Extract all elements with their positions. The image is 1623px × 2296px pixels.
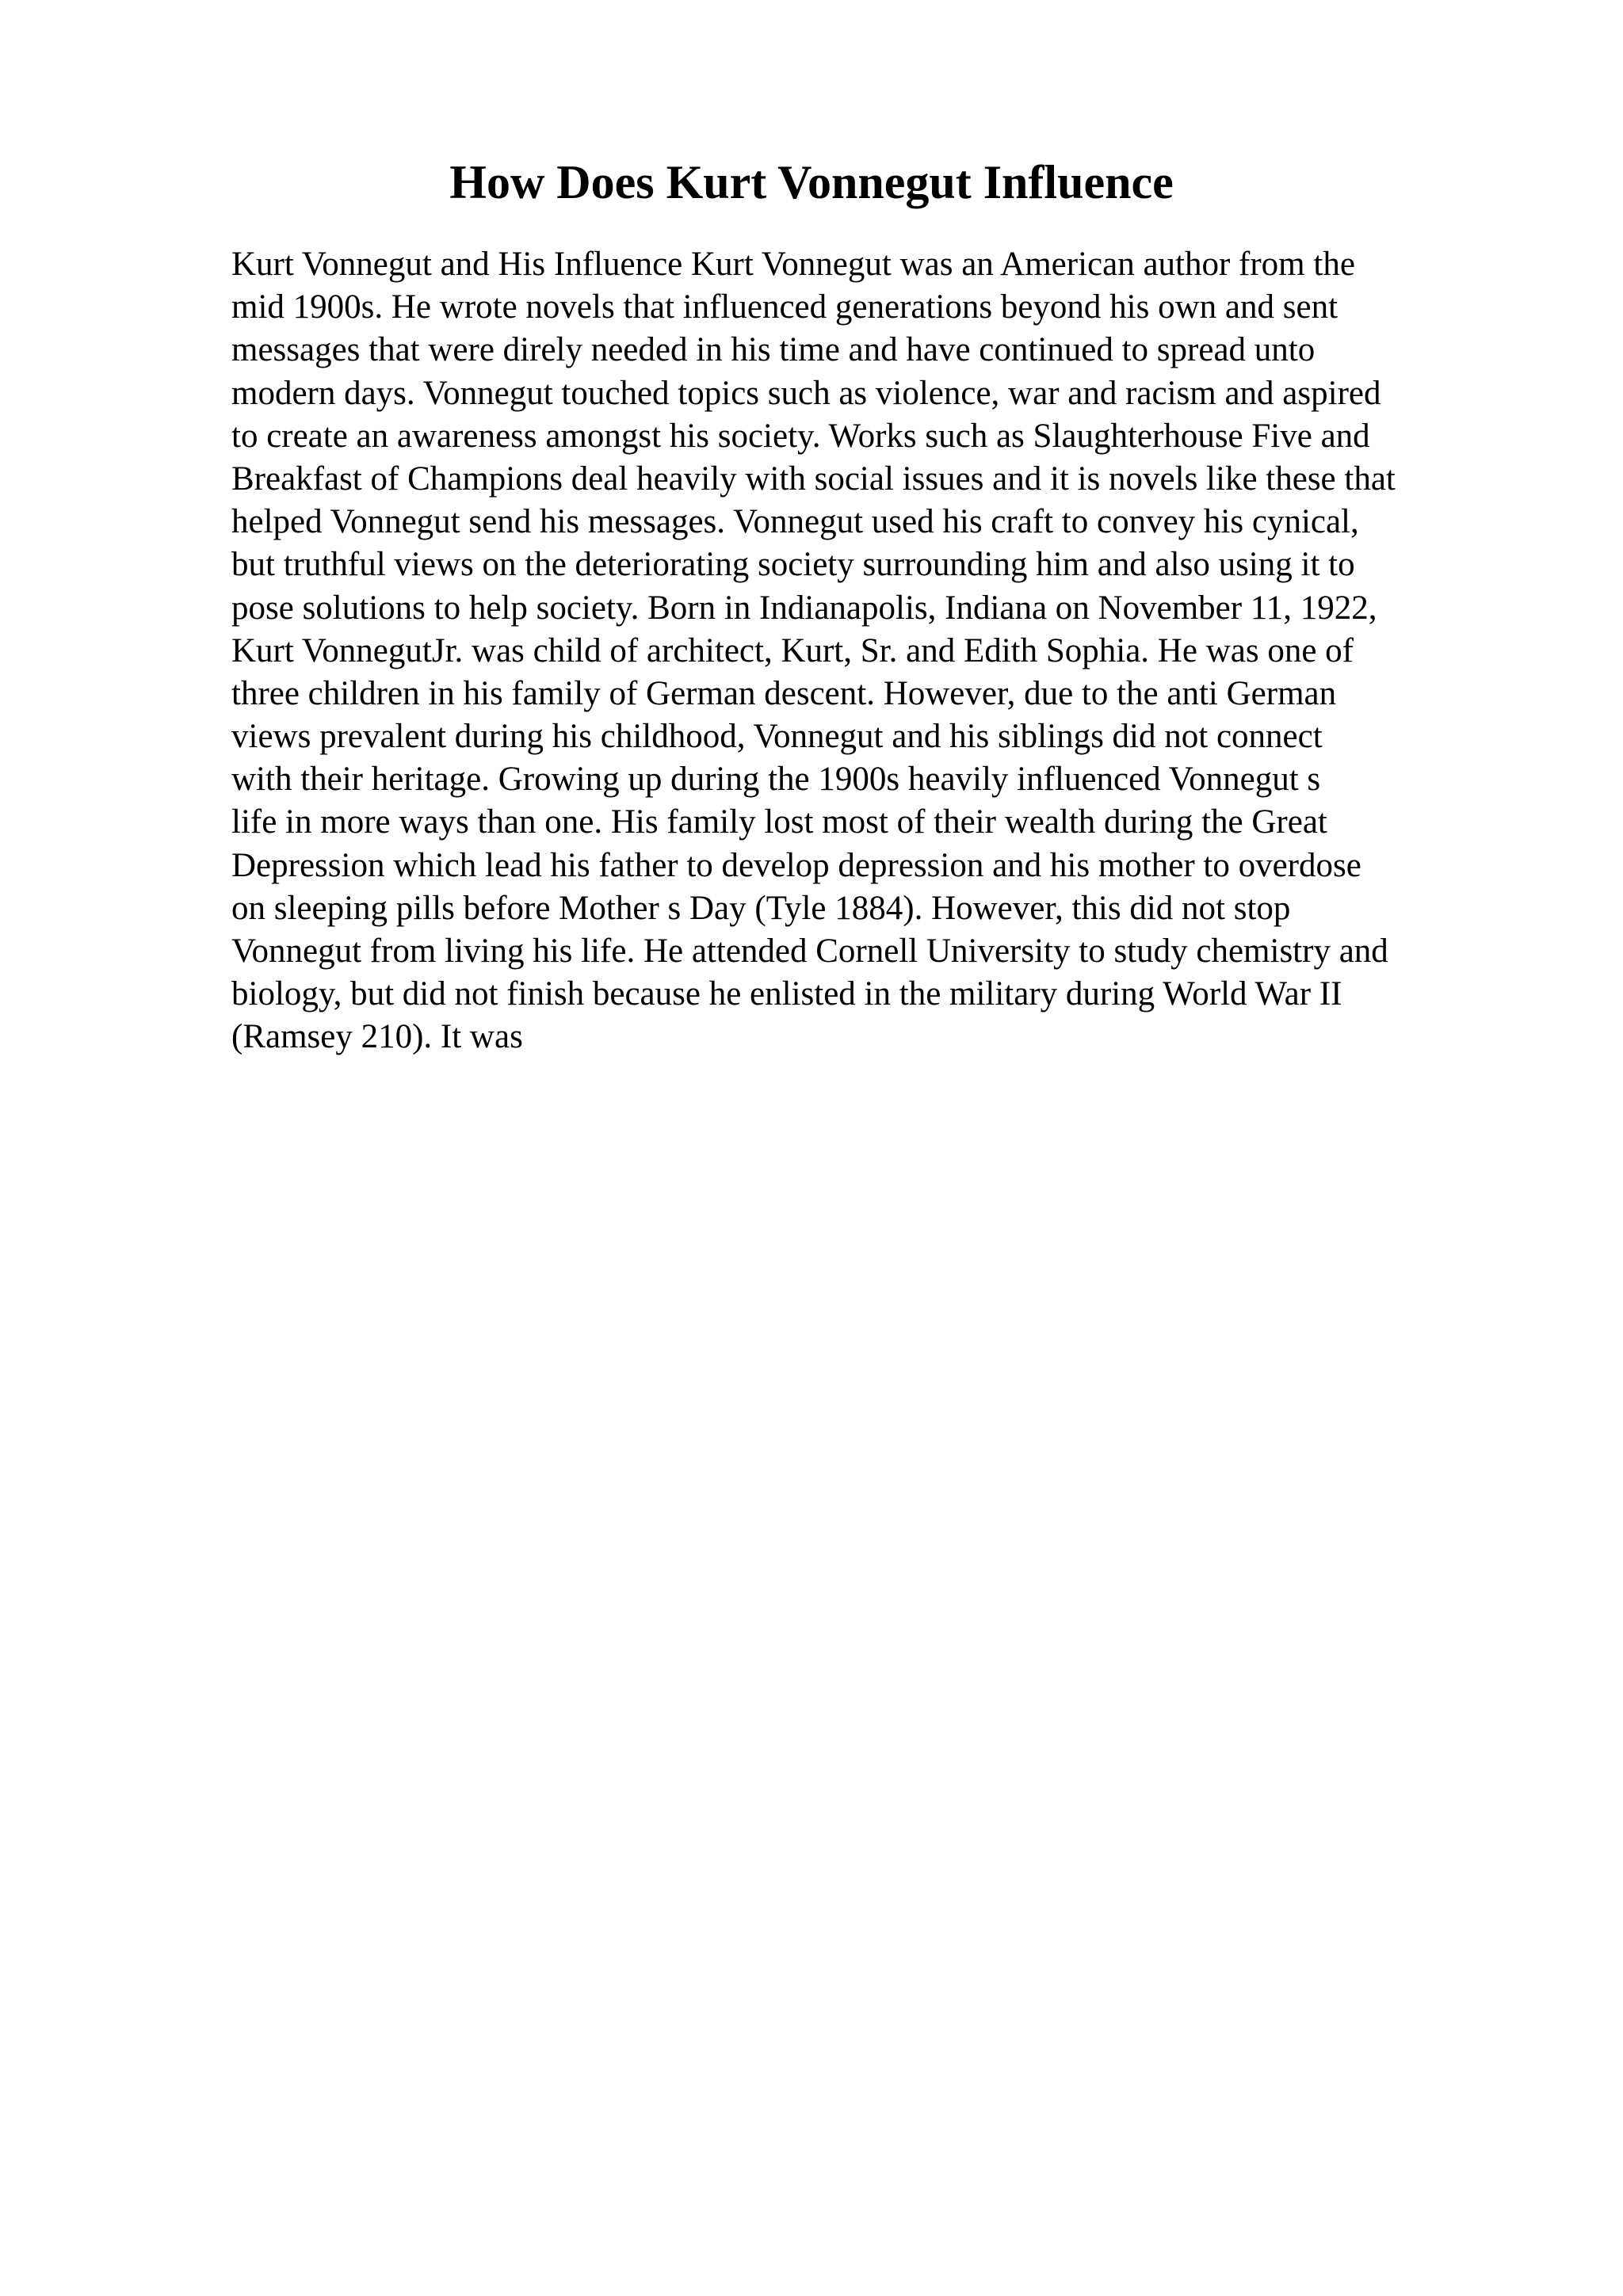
body-paragraph	[231, 243, 1594, 1059]
body-line: mid 1900s. He wrote novels that influenced generations beyond his own and sent	[231, 288, 1338, 326]
body-line: three children in his family of German descent. However, due to the anti German	[231, 674, 1337, 712]
body-line: Kurt Vonnegut and His Influence Kurt Vonnegut was an American author from the	[231, 246, 1355, 283]
body-line: pose solutions to help society. Born in Indianapolis, Indiana on November 11, 1922,	[231, 589, 1377, 627]
body-line: with their heritage. Growing up during the 1900s heavily influenced Vonnegut s	[231, 761, 1321, 799]
body-line: biology, but did not finish because he enlisted in the military during World War II	[231, 975, 1342, 1013]
body-line: views prevalent during his childhood, Vonnegut and his siblings did not connect	[231, 718, 1323, 756]
body-line: helped Vonnegut send his messages. Vonnegut used his craft to convey his cynical,	[231, 503, 1359, 541]
body-line: Depression which lead his father to develop depression and his mother to overdose	[231, 846, 1361, 884]
body-line: life in more ways than one. His family lost most of their wealth during the Great	[231, 803, 1327, 841]
body-line: on sleeping pills before Mother s Day (Tyle 1884). However, this did not stop	[231, 889, 1291, 927]
body-line: Vonnegut from living his life. He attended Cornell University to study chemistry and	[231, 933, 1388, 970]
page-title: How Does Kurt Vonnegut Influence	[449, 156, 1174, 208]
body-line: messages that were direly needed in his time and have continued to spread unto	[231, 331, 1316, 369]
body-line: to create an awareness amongst his society. Works such as Slaughterhouse Five and	[231, 417, 1370, 455]
body-line: (Ramsey 210). It was	[231, 1018, 523, 1056]
body-line: modern days. Vonnegut touched topics such as violence, war and racism and aspired	[231, 374, 1381, 412]
body-line: Breakfast of Champions deal heavily with social issues and it is novels like these that	[231, 460, 1396, 498]
body-line: Kurt VonnegutJr. was child of architect, Kurt, Sr. and Edith Sophia. He was one of	[231, 631, 1354, 669]
body-line: but truthful views on the deteriorating society surrounding him and also using it to	[231, 546, 1355, 584]
